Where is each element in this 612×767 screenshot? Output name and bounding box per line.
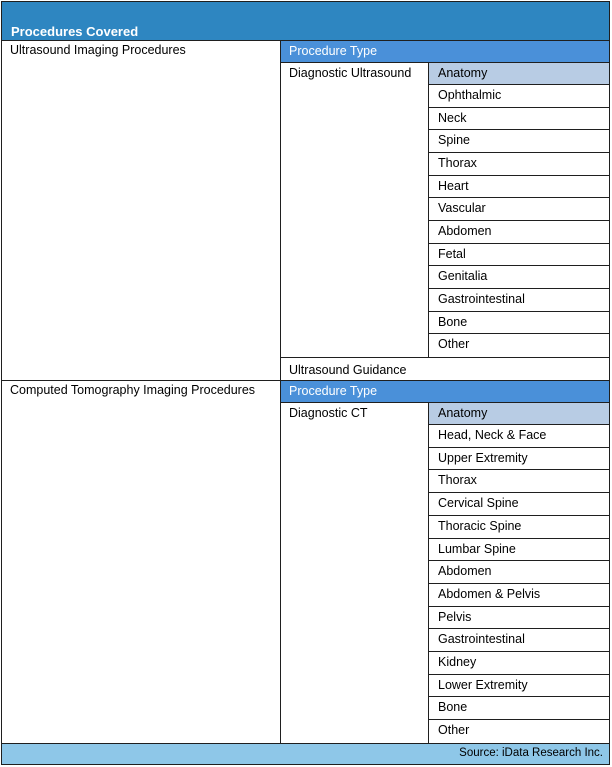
- procedure-type-header: [281, 41, 609, 63]
- anatomy-item: [429, 561, 609, 584]
- anatomy-item-label: Upper Extremity: [438, 450, 528, 465]
- anatomy-item-label: Other: [438, 723, 470, 738]
- anatomy-item-label: Thorax: [438, 473, 477, 488]
- anatomy-item: [429, 516, 609, 539]
- anatomy-item-label: Gastrointestinal: [438, 291, 525, 306]
- anatomy-item-label: Neck: [438, 110, 467, 125]
- procedure-type-header: [281, 381, 609, 403]
- anatomy-header: [429, 63, 609, 85]
- anatomy-item: [429, 312, 609, 335]
- anatomy-item-label: Other: [438, 337, 470, 352]
- anatomy-item-label: Genitalia: [438, 269, 488, 284]
- guidance-label: Ultrasound Guidance: [289, 363, 407, 377]
- anatomy-item: [429, 85, 609, 108]
- anatomy-item-label: Vascular: [438, 201, 486, 216]
- anatomy-item: [429, 675, 609, 698]
- anatomy-item-label: Abdomen: [438, 564, 492, 579]
- anatomy-item-label: Cervical Spine: [438, 496, 519, 511]
- guidance-row: [281, 359, 609, 381]
- source-footer: [2, 743, 609, 764]
- diagnostic-cell-ct: [281, 403, 429, 743]
- anatomy-item: [429, 334, 609, 357]
- diagnostic-label: Diagnostic CT: [289, 406, 368, 420]
- anatomy-item: [429, 153, 609, 176]
- anatomy-item-label: Thorax: [438, 155, 477, 170]
- procedures-table: [1, 1, 610, 765]
- anatomy-item: [429, 697, 609, 720]
- source-note: Source: iData Research Inc.: [459, 747, 603, 759]
- anatomy-item: [429, 108, 609, 131]
- anatomy-item: [429, 629, 609, 652]
- anatomy-item-label: Lumbar Spine: [438, 541, 516, 556]
- diagnostic-label: Diagnostic Ultrasound: [289, 66, 412, 80]
- anatomy-item-label: Pelvis: [438, 609, 472, 624]
- section-name: Computed Tomography Imaging Procedures: [10, 383, 256, 397]
- anatomy-item: [429, 720, 609, 743]
- anatomy-header-label: Anatomy: [438, 66, 488, 80]
- table-title-bar: [2, 2, 609, 41]
- anatomy-header: [429, 403, 609, 425]
- anatomy-item-label: Abdomen: [438, 223, 492, 238]
- anatomy-item-label: Thoracic Spine: [438, 518, 522, 533]
- anatomy-item-label: Heart: [438, 178, 469, 193]
- anatomy-item: [429, 176, 609, 199]
- anatomy-item: [429, 584, 609, 607]
- anatomy-item: [429, 130, 609, 153]
- anatomy-item-label: Ophthalmic: [438, 88, 502, 102]
- anatomy-item-label: Fetal: [438, 246, 466, 261]
- anatomy-item: [429, 221, 609, 244]
- section-name-cell-ct: [2, 381, 281, 743]
- procedure-type-label: Procedure Type: [289, 384, 378, 398]
- diagnostic-cell-ultrasound: [281, 63, 429, 358]
- anatomy-item: [429, 448, 609, 471]
- anatomy-item-label: Abdomen & Pelvis: [438, 586, 541, 601]
- table-title: Procedures Covered: [11, 24, 139, 39]
- anatomy-item: [429, 266, 609, 289]
- anatomy-item-label: Kidney: [438, 655, 477, 670]
- anatomy-item-label: Lower Extremity: [438, 677, 528, 692]
- anatomy-item: [429, 425, 609, 448]
- anatomy-item: [429, 289, 609, 312]
- anatomy-item: [429, 607, 609, 630]
- anatomy-list-ct: [429, 425, 609, 743]
- anatomy-header-label: Anatomy: [438, 406, 488, 420]
- procedure-type-label: Procedure Type: [289, 44, 378, 58]
- anatomy-item: [429, 470, 609, 493]
- anatomy-item: [429, 539, 609, 562]
- anatomy-item: [429, 493, 609, 516]
- anatomy-item-label: Gastrointestinal: [438, 632, 525, 647]
- anatomy-item-label: Head, Neck & Face: [438, 428, 547, 442]
- anatomy-item-label: Spine: [438, 133, 470, 148]
- anatomy-item: [429, 244, 609, 267]
- anatomy-item-label: Bone: [438, 700, 468, 715]
- anatomy-list-ultrasound: [429, 85, 609, 358]
- anatomy-item: [429, 198, 609, 221]
- section-name-cell-ultrasound: [2, 41, 281, 380]
- anatomy-item-label: Bone: [438, 314, 468, 329]
- anatomy-item: [429, 652, 609, 675]
- section-name: Ultrasound Imaging Procedures: [10, 43, 186, 57]
